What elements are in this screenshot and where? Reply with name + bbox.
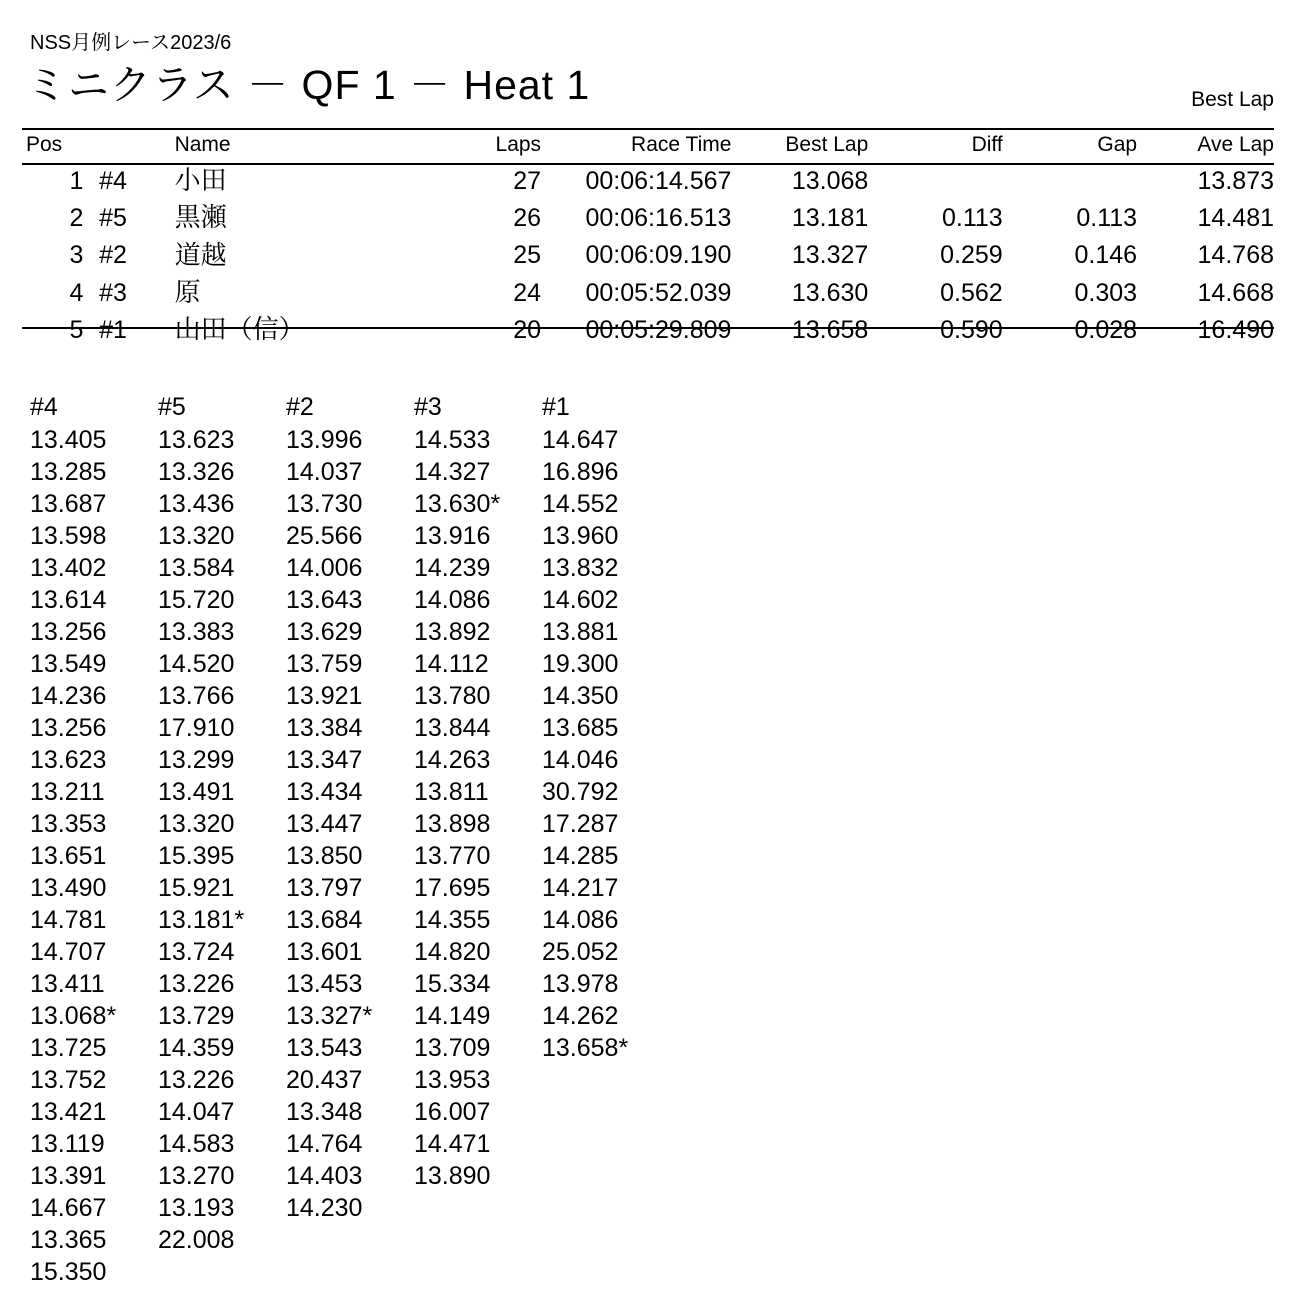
lap-time: 14.037 <box>286 458 363 486</box>
cell-name: 道越 <box>174 239 227 270</box>
lap-time: 13.320 <box>158 522 235 550</box>
lap-time: 13.630* <box>414 490 501 518</box>
lap-time: 13.490 <box>30 874 107 902</box>
lap-time: 13.299 <box>158 746 235 774</box>
lap-time: 13.405 <box>30 426 107 454</box>
lap-time: 13.844 <box>414 714 491 742</box>
lap-time: 14.359 <box>158 1034 235 1062</box>
lap-time: 13.960 <box>542 522 619 550</box>
lap-column <box>542 390 670 1288</box>
lap-time: 19.300 <box>542 650 619 678</box>
cell-gap: 0.113 <box>1076 203 1138 232</box>
cell-best-lap: 13.658 <box>791 315 869 344</box>
lap-time: 15.350 <box>30 1258 107 1286</box>
cell-ave-lap: 13.873 <box>1197 166 1274 195</box>
lap-time: 13.978 <box>542 970 619 998</box>
lap-time: 13.770 <box>414 842 491 870</box>
cell-pos: 5 <box>69 315 84 344</box>
column-header-race-time: Race Time <box>631 133 732 156</box>
lap-time: 13.365 <box>30 1226 107 1254</box>
lap-time: 13.643 <box>286 586 363 614</box>
lap-time: 13.898 <box>414 810 491 838</box>
column-header-pos: Pos <box>26 133 63 156</box>
lap-time: 13.623 <box>158 426 235 454</box>
lap-time: 13.916 <box>414 522 491 550</box>
column-header-best-lap: Best Lap <box>785 133 869 156</box>
lap-time: 22.008 <box>158 1226 235 1254</box>
table-row <box>22 237 1274 274</box>
lap-time: 13.953 <box>414 1066 491 1094</box>
lap-time: 25.052 <box>542 938 619 966</box>
cell-laps: 27 <box>513 166 542 195</box>
lap-time: 14.086 <box>542 906 619 934</box>
cell-car: #2 <box>99 241 127 270</box>
cell-car: #5 <box>99 203 127 232</box>
lap-time: 14.086 <box>414 586 491 614</box>
cell-gap: 0.028 <box>1074 315 1138 344</box>
lap-time: 14.707 <box>30 938 107 966</box>
lap-time: 13.881 <box>542 618 619 646</box>
lap-column <box>414 390 542 1288</box>
lap-time: 15.720 <box>158 586 235 614</box>
lap-time: 13.353 <box>30 810 107 838</box>
lap-time: 13.421 <box>30 1098 107 1126</box>
lap-time: 13.447 <box>286 810 363 838</box>
cell-gap: 0.146 <box>1074 241 1138 270</box>
lap-time: 14.327 <box>414 458 491 486</box>
lap-time: 20.437 <box>286 1066 363 1094</box>
lap-time: 13.226 <box>158 1066 235 1094</box>
lap-time: 30.792 <box>542 778 619 806</box>
lap-time: 13.226 <box>158 970 235 998</box>
lap-time: 14.667 <box>30 1194 107 1222</box>
event-title: NSS月例レース2023/6 <box>30 32 232 54</box>
cell-name: 小田 <box>174 165 227 196</box>
lap-time: 13.709 <box>414 1034 491 1062</box>
lap-time: 13.832 <box>542 554 619 582</box>
column-header-laps: Laps <box>495 133 542 156</box>
lap-time: 13.752 <box>30 1066 107 1094</box>
lap-time: 14.520 <box>158 650 235 678</box>
cell-race-time: 00:06:14.567 <box>585 166 732 195</box>
lap-time: 25.566 <box>286 522 363 550</box>
lap-time: 13.256 <box>30 618 107 646</box>
cell-best-lap: 13.630 <box>791 278 869 307</box>
lap-column <box>30 390 158 1288</box>
lap-time: 13.348 <box>286 1098 363 1126</box>
lap-time: 13.320 <box>158 810 235 838</box>
cell-diff: 0.259 <box>940 241 1003 270</box>
lap-time: 13.453 <box>286 970 363 998</box>
lap-time: 14.764 <box>286 1130 363 1158</box>
lap-times-grid <box>30 390 670 1288</box>
lap-time: 13.850 <box>286 842 363 870</box>
lap-time: 13.780 <box>414 682 491 710</box>
lap-time: 13.181* <box>158 906 245 934</box>
cell-gap <box>1003 162 1137 199</box>
lap-time: 17.910 <box>158 714 235 742</box>
lap-time: 14.230 <box>286 1194 363 1222</box>
lap-time: 13.068* <box>30 1002 117 1030</box>
cell-name: 原 <box>174 276 201 307</box>
cell-laps: 26 <box>513 203 542 232</box>
cell-pos: 4 <box>69 278 84 307</box>
divider-top <box>22 128 1274 130</box>
cell-ave-lap: 14.481 <box>1197 203 1274 232</box>
lap-time: 13.193 <box>158 1194 235 1222</box>
lap-time: 14.350 <box>542 682 619 710</box>
table-row <box>22 311 1274 348</box>
cell-diff: 0.562 <box>940 278 1003 307</box>
lap-time: 13.921 <box>286 682 363 710</box>
lap-time: 13.434 <box>286 778 363 806</box>
lap-time: 13.549 <box>30 650 107 678</box>
lap-time: 13.411 <box>30 970 105 998</box>
cell-pos: 1 <box>69 166 84 195</box>
lap-time: 13.811 <box>414 778 489 806</box>
lap-time: 14.239 <box>414 554 491 582</box>
lap-time: 13.892 <box>414 618 491 646</box>
lap-time: 13.391 <box>30 1162 107 1190</box>
lap-time: 14.533 <box>414 426 491 454</box>
cell-gap: 0.303 <box>1074 278 1138 307</box>
column-header-ave-lap: Ave Lap <box>1197 133 1274 156</box>
lap-time: 14.047 <box>158 1098 235 1126</box>
lap-time: 13.285 <box>30 458 107 486</box>
lap-time: 14.781 <box>30 906 107 934</box>
lap-time: 13.614 <box>30 586 107 614</box>
cell-race-time: 00:05:29.809 <box>585 315 732 344</box>
lap-time: 17.695 <box>414 874 491 902</box>
lap-time: 14.583 <box>158 1130 235 1158</box>
lap-time: 13.347 <box>286 746 363 774</box>
column-header-gap: Gap <box>1097 133 1138 156</box>
lap-time: 13.402 <box>30 554 107 582</box>
lap-time: 14.552 <box>542 490 619 518</box>
cell-laps: 25 <box>513 241 542 270</box>
cell-best-lap: 13.068 <box>791 166 869 195</box>
cell-laps: 20 <box>513 315 542 344</box>
lap-time: 13.687 <box>30 490 107 518</box>
lap-time: 13.629 <box>286 618 363 646</box>
lap-time: 14.285 <box>542 842 619 870</box>
table-header-row <box>22 133 1274 162</box>
table-row <box>22 199 1274 236</box>
lap-column-car-number: #2 <box>286 393 314 421</box>
cell-race-time: 00:06:09.190 <box>585 241 732 270</box>
lap-time: 13.270 <box>158 1162 235 1190</box>
cell-car: #1 <box>99 315 127 344</box>
lap-column <box>286 390 414 1288</box>
cell-laps: 24 <box>513 278 542 307</box>
lap-time: 13.890 <box>414 1162 491 1190</box>
lap-time: 16.896 <box>542 458 619 486</box>
cell-best-lap: 13.327 <box>791 241 869 270</box>
lap-time: 14.403 <box>286 1162 363 1190</box>
lap-time: 13.724 <box>158 938 235 966</box>
lap-time: 14.112 <box>414 650 489 678</box>
results-table-body <box>22 162 1274 348</box>
lap-time: 13.327* <box>286 1002 373 1030</box>
lap-time: 13.211 <box>30 778 105 806</box>
lap-time: 13.326 <box>158 458 235 486</box>
lap-time: 13.759 <box>286 650 363 678</box>
lap-column-car-number: #4 <box>30 393 58 421</box>
column-header-diff: Diff <box>971 133 1003 156</box>
lap-time: 14.471 <box>414 1130 491 1158</box>
cell-car: #4 <box>99 166 127 195</box>
lap-time: 15.921 <box>158 874 235 902</box>
table-row <box>22 274 1274 311</box>
lap-column-car-number: #3 <box>414 393 442 421</box>
lap-time: 14.602 <box>542 586 619 614</box>
lap-time: 13.543 <box>286 1034 363 1062</box>
lap-time: 14.263 <box>414 746 491 774</box>
lap-time: 13.384 <box>286 714 363 742</box>
lap-time: 13.491 <box>158 778 235 806</box>
lap-time: 13.684 <box>286 906 363 934</box>
cell-ave-lap: 14.768 <box>1197 241 1274 270</box>
lap-time: 14.006 <box>286 554 363 582</box>
cell-name: 黒瀬 <box>174 202 227 233</box>
lap-time: 13.797 <box>286 874 363 902</box>
lap-time: 13.119 <box>30 1130 105 1158</box>
cell-diff <box>868 162 1002 199</box>
lap-time: 16.007 <box>414 1098 491 1126</box>
cell-race-time: 00:05:52.039 <box>585 278 732 307</box>
results-table-header <box>22 133 1274 162</box>
cell-diff: 0.113 <box>941 203 1003 232</box>
lap-time: 13.383 <box>158 618 235 646</box>
lap-time: 13.256 <box>30 714 107 742</box>
lap-time: 14.262 <box>542 1002 619 1030</box>
lap-time: 13.598 <box>30 522 107 550</box>
lap-time: 14.217 <box>542 874 619 902</box>
lap-time: 13.623 <box>30 746 107 774</box>
cell-ave-lap: 16.490 <box>1197 315 1274 344</box>
cell-pos: 3 <box>69 241 84 270</box>
cell-ave-lap: 14.668 <box>1197 278 1274 307</box>
lap-time: 15.395 <box>158 842 235 870</box>
lap-time: 14.046 <box>542 746 619 774</box>
lap-time: 13.601 <box>286 938 363 966</box>
lap-time: 13.766 <box>158 682 235 710</box>
results-table <box>22 133 1274 348</box>
lap-time: 13.584 <box>158 554 235 582</box>
lap-time: 15.334 <box>414 970 491 998</box>
lap-time: 14.647 <box>542 426 619 454</box>
lap-time: 13.996 <box>286 426 363 454</box>
lap-time: 13.658* <box>542 1034 629 1062</box>
cell-name: 山田（信） <box>174 314 305 345</box>
lap-time: 14.149 <box>414 1002 491 1030</box>
best-lap-header-label: Best Lap <box>1191 88 1274 111</box>
cell-diff: 0.590 <box>940 315 1003 344</box>
cell-best-lap: 13.181 <box>791 203 869 232</box>
lap-time: 13.651 <box>30 842 107 870</box>
page-title: ミニクラス － QF 1 － Heat 1 <box>26 62 591 108</box>
lap-time: 13.685 <box>542 714 619 742</box>
lap-time: 13.729 <box>158 1002 235 1030</box>
lap-column <box>158 390 286 1288</box>
table-row <box>22 162 1274 199</box>
lap-time: 17.287 <box>542 810 619 838</box>
column-header-car <box>83 133 142 162</box>
cell-pos: 2 <box>69 203 84 232</box>
lap-time: 14.236 <box>30 682 107 710</box>
cell-car: #3 <box>99 278 127 307</box>
lap-column-car-number: #5 <box>158 393 186 421</box>
lap-time: 14.820 <box>414 938 491 966</box>
column-header-name: Name <box>174 133 231 156</box>
lap-time: 14.355 <box>414 906 491 934</box>
lap-time: 13.436 <box>158 490 235 518</box>
cell-race-time: 00:06:16.513 <box>585 203 732 232</box>
lap-time: 13.725 <box>30 1034 107 1062</box>
lap-time: 13.730 <box>286 490 363 518</box>
lap-column-car-number: #1 <box>542 393 570 421</box>
